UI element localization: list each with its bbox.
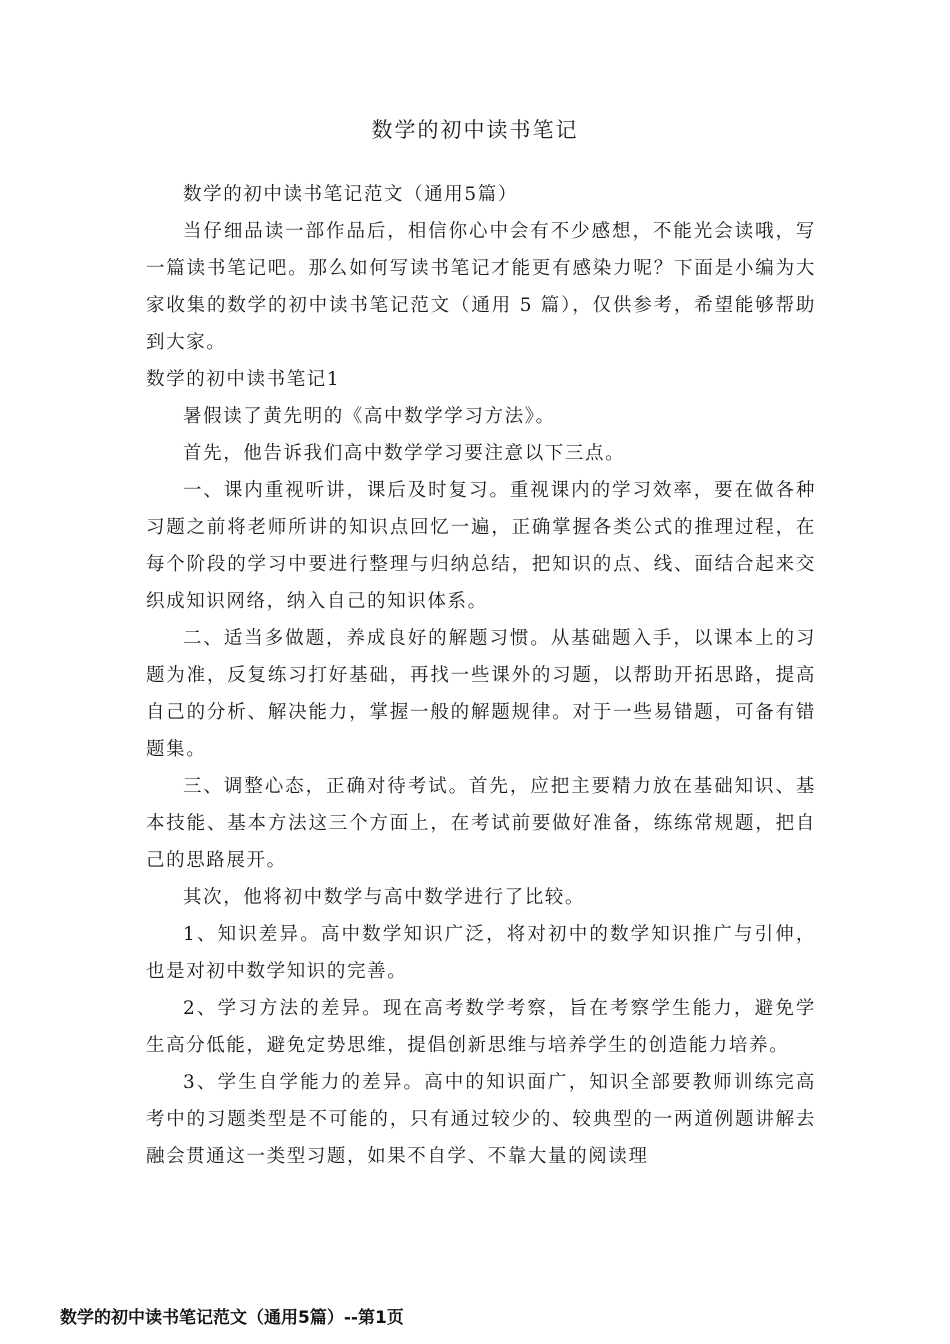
section-heading: 数学的初中读书笔记1 [146,369,341,390]
paragraph: 3、学生自学能力的差异。高中的知识面广，知识全部要教师训练完高考中的习题类型是不可能的，只有通过较少的、较典型的一两道例题讲解去融会贯通这一类型习题，如果不自学、不靠大量的阅读理 [146,1072,816,1167]
paragraph: 2、学习方法的差异。现在高考数学考察，旨在考察学生能力，避免学生高分低能，避免定势思维，提倡创新思维与培养学生的创造能力培养。 [146,998,816,1056]
paragraph: 一、课内重视听讲，课后及时复习。重视课内的学习效率，要在做各种习题之前将老师所讲的知识点回忆一遍，正确掌握各类公式的推理过程，在每个阶段的学习中要进行整理与归纳总结，把知识的点、线、面结合起来交织成知识网络，纳入自己的知识体系。 [146,480,816,612]
paragraph: 1、知识差异。高中数学知识广泛，将对初中的数学知识推广与引伸，也是对初中数学知识的完善。 [146,924,816,982]
paragraph: 数学的初中读书笔记范文（通用5篇） [183,184,518,205]
paragraph: 首先，他告诉我们高中数学学习要注意以下三点。 [183,443,626,464]
document-title: 数学的初中读书笔记 [371,118,579,142]
paragraph: 三、调整心态，正确对待考试。首先，应把主要精力放在基础知识、基本技能、基本方法这三个方面上，在考试前要做好准备，练练常规题，把自己的思路展开。 [146,776,816,871]
paragraph: 二、适当多做题，养成良好的解题习惯。从基础题入手，以课本上的习题为准，反复练习打好基础，再找一些课外的习题，以帮助开拓思路，提高自己的分析、解决能力，掌握一般的解题规律。对于一些易错题，可备有错题集。 [146,628,816,760]
page-footer: 数学的初中读书笔记范文（通用5篇）--第1页 [60,1308,404,1328]
paragraph: 其次，他将初中数学与高中数学进行了比较。 [183,887,586,908]
paragraph: 暑假读了黄先明的《高中数学学习方法》。 [183,406,556,427]
paragraph: 当仔细品读一部作品后，相信你心中会有不少感想，不能光会读哦，写一篇读书笔记吧。那么如何写读书笔记才能更有感染力呢？下面是小编为大家收集的数学的初中读书笔记范文（通用 5 篇），仅供参考，希望能够帮助到大家。 [146,221,816,353]
document-body [146,176,816,1175]
